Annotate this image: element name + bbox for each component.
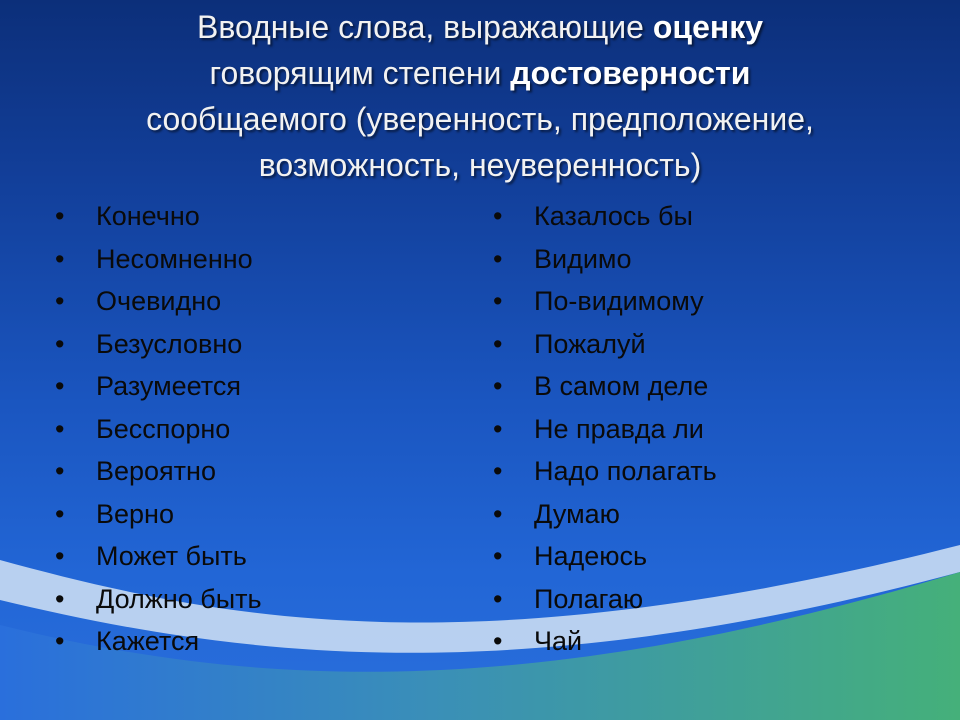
bullet: • xyxy=(55,328,65,359)
right-word-list xyxy=(493,195,717,663)
list-item: • В самом деле xyxy=(493,365,717,408)
bullet: • xyxy=(55,201,65,231)
list-item: • По-видимому xyxy=(493,280,717,323)
bullet: • xyxy=(493,498,503,529)
bullet: • xyxy=(493,626,503,656)
bullet: • xyxy=(55,498,65,529)
left-word-list xyxy=(55,195,262,663)
list-item: • Должно быть xyxy=(55,578,262,621)
title-emphasis-reliability: достоверности xyxy=(510,55,751,91)
bullet: • xyxy=(55,583,65,614)
bullet: • xyxy=(493,413,503,444)
bullet: • xyxy=(493,541,503,571)
list-item: • Очевидно xyxy=(55,280,262,323)
title-line-3: сообщаемого (уверенность, предположение, xyxy=(146,101,814,137)
bullet: • xyxy=(493,371,503,401)
list-item: • Бесспорно xyxy=(55,408,262,451)
bullet: • xyxy=(55,626,65,656)
bullet: • xyxy=(493,456,503,486)
title-line-1: Вводные слова, выражающие оценку xyxy=(197,9,763,45)
bullet: • xyxy=(55,541,65,571)
list-item: • Вероятно xyxy=(55,450,262,493)
title-line-2: говорящим степени достоверности xyxy=(209,55,751,91)
list-item: • Видимо xyxy=(493,238,717,281)
list-item: • Надеюсь xyxy=(493,535,717,578)
bullet: • xyxy=(55,243,65,274)
list-item: • Казалось бы xyxy=(493,195,717,238)
slide-title xyxy=(40,4,920,188)
list-item: • Несомненно xyxy=(55,238,262,281)
bullet: • xyxy=(493,201,503,231)
bullet: • xyxy=(493,328,503,359)
bullet: • xyxy=(493,243,503,274)
title-line-4: возможность, неуверенность) xyxy=(258,147,702,183)
list-item: • Верно xyxy=(55,493,262,536)
bullet: • xyxy=(55,456,65,486)
list-item: • Чай xyxy=(493,620,717,663)
list-item: • Не правда ли xyxy=(493,408,717,451)
bullet: • xyxy=(55,286,65,316)
bullet: • xyxy=(493,286,503,316)
list-item: • Надо полагать xyxy=(493,450,717,493)
bullet: • xyxy=(55,413,65,444)
list-item: • Пожалуй xyxy=(493,323,717,366)
list-item: • Думаю xyxy=(493,493,717,536)
list-item: • Полагаю xyxy=(493,578,717,621)
list-item: • Кажется xyxy=(55,620,262,663)
bullet: • xyxy=(55,371,65,401)
list-item: • Конечно xyxy=(55,195,262,238)
list-item: • Безусловно xyxy=(55,323,262,366)
bullet: • xyxy=(493,583,503,614)
list-item: • Может быть xyxy=(55,535,262,578)
title-emphasis-assessment: оценку xyxy=(652,9,763,45)
list-item: • Разумеется xyxy=(55,365,262,408)
